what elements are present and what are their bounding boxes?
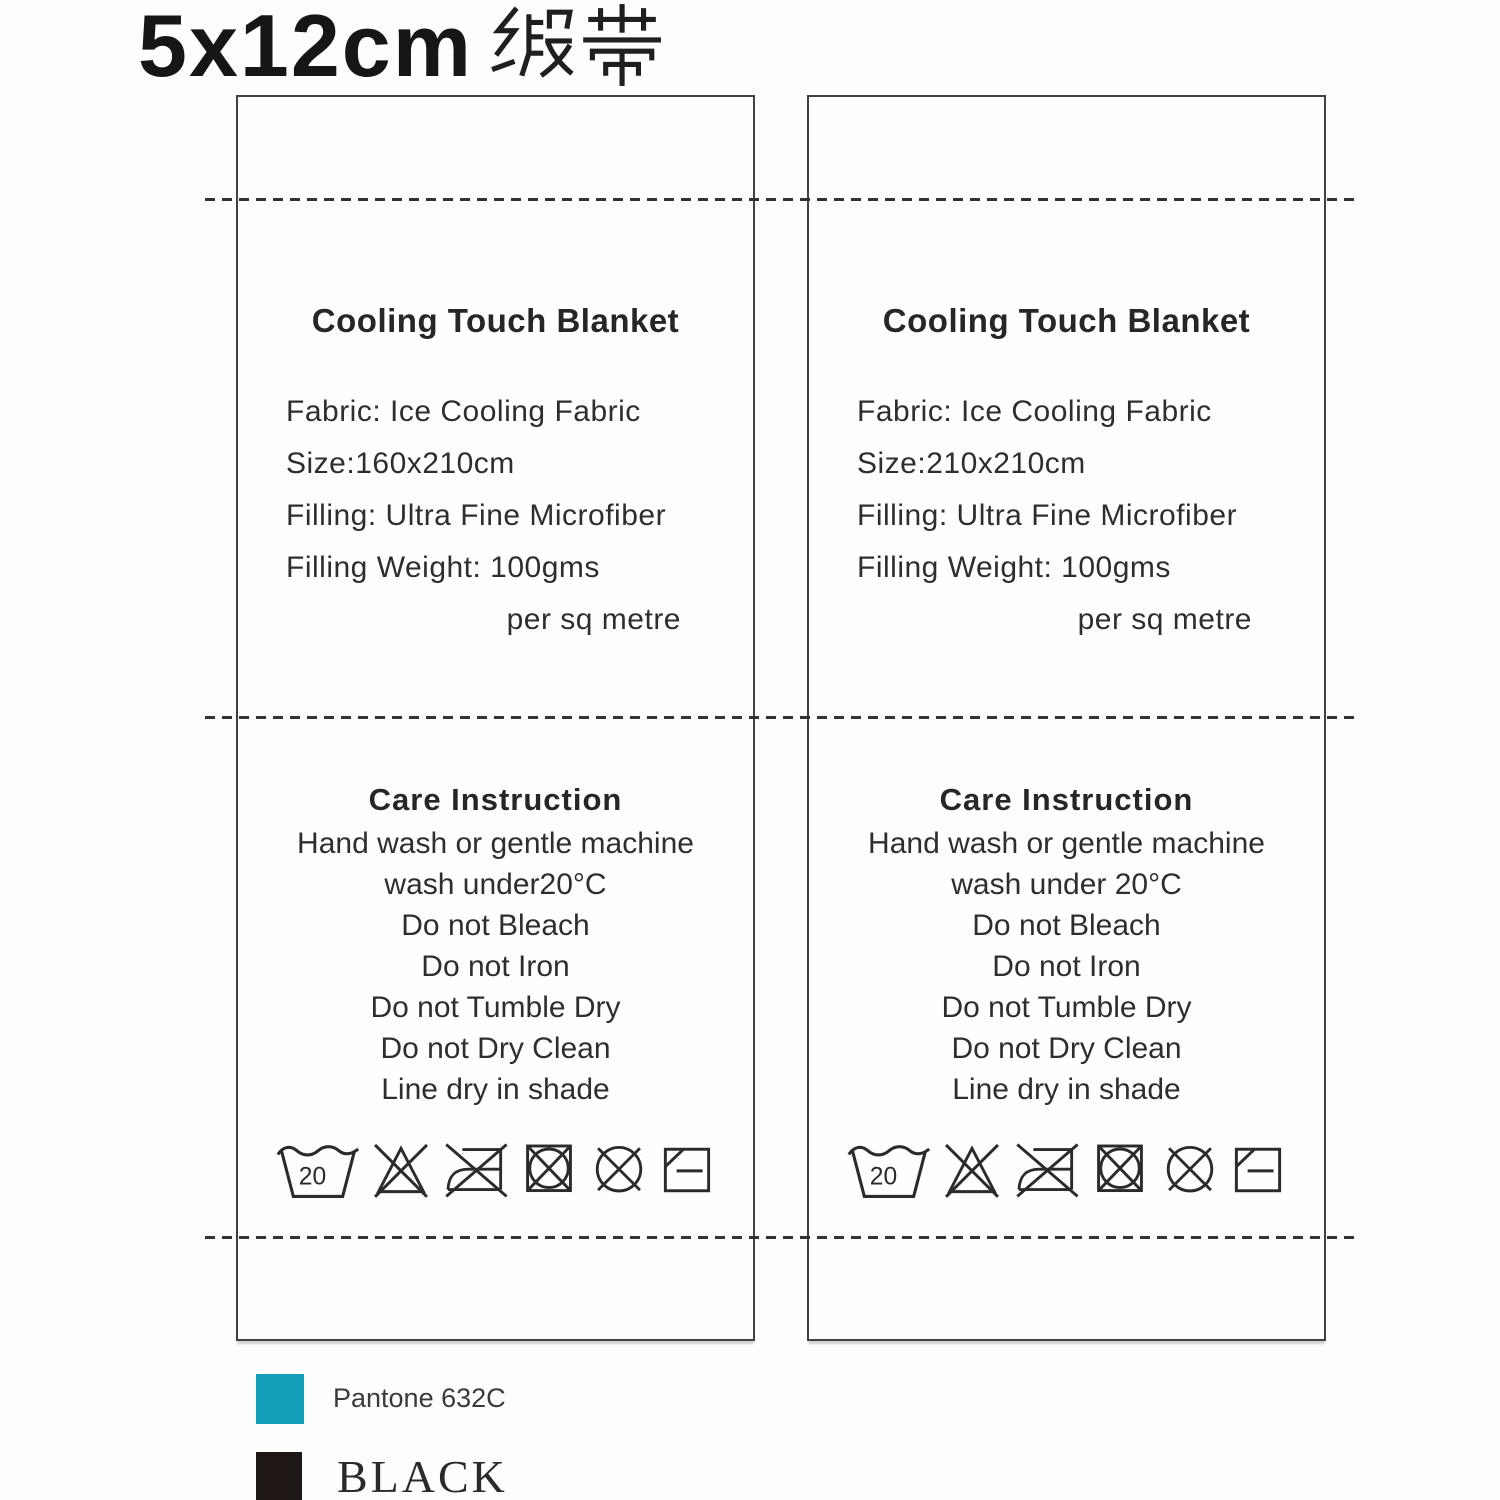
do-not-bleach-icon — [369, 1137, 433, 1203]
spec-line-weight: Filling Weight: 100gms — [286, 551, 600, 584]
spec-line-per-sq-metre: per sq metre — [506, 603, 681, 636]
spec-line-filling: Filling: Ultra Fine Microfiber — [857, 499, 1238, 532]
care-line: Do not Tumble Dry — [941, 991, 1192, 1024]
spec-line-fabric: Fabric: Ice Cooling Fabric — [286, 395, 641, 428]
do-not-iron-icon — [1013, 1138, 1081, 1202]
wash-20-icon — [847, 1136, 931, 1204]
do-not-tumble-dry-icon — [519, 1138, 579, 1202]
fold-line — [205, 1236, 1355, 1239]
care-line: Line dry in shade — [952, 1073, 1181, 1106]
care-line: Hand wash or gentle machine — [297, 827, 694, 860]
dry-flat-in-shade-icon — [1230, 1138, 1286, 1202]
fold-line — [205, 198, 1355, 201]
wash-temp-text: 20 — [869, 1163, 898, 1191]
care-heading: Care Instruction — [368, 782, 623, 817]
care-symbols-row — [809, 1130, 1324, 1210]
spec-block — [857, 386, 1290, 646]
care-line: Do not Dry Clean — [951, 1032, 1182, 1065]
pantone-swatch-label: Pantone 632C — [333, 1383, 506, 1413]
care-line: Do not Dry Clean — [380, 1032, 611, 1065]
care-line: Do not Tumble Dry — [370, 991, 621, 1024]
care-block — [817, 777, 1316, 1110]
care-symbols-row — [238, 1130, 753, 1210]
care-line: Do not Bleach — [401, 909, 590, 942]
care-line: Do not Iron — [421, 950, 570, 983]
care-line: Hand wash or gentle machine — [868, 827, 1265, 860]
dry-flat-in-shade-icon — [659, 1138, 715, 1202]
ribbon-cjk-glyphs — [483, 2, 669, 88]
do-not-iron-icon — [442, 1138, 510, 1202]
sheet-title — [138, 0, 669, 95]
pantone-632c-swatch — [256, 1374, 304, 1424]
product-title: Cooling Touch Blanket — [311, 302, 680, 339]
black-swatch — [256, 1452, 302, 1500]
spec-line-per-sq-metre: per sq metre — [1077, 603, 1252, 636]
care-line: Line dry in shade — [381, 1073, 610, 1106]
care-line: wash under 20°C — [951, 868, 1182, 901]
spec-line-size: Size:210x210cm — [857, 447, 1086, 480]
do-not-bleach-icon — [940, 1137, 1004, 1203]
do-not-tumble-dry-icon — [1090, 1138, 1150, 1202]
care-line: Do not Bleach — [972, 909, 1161, 942]
wash-20-icon — [276, 1136, 360, 1204]
spec-block — [286, 386, 719, 646]
spec-line-filling: Filling: Ultra Fine Microfiber — [286, 499, 667, 532]
spec-line-size: Size:160x210cm — [286, 447, 515, 480]
black-swatch-label: BLACK — [337, 1451, 508, 1500]
care-heading: Care Instruction — [939, 782, 1194, 817]
fold-line — [205, 716, 1355, 719]
sheet-title-size-text: 5x12cm — [138, 0, 473, 95]
spec-line-weight: Filling Weight: 100gms — [857, 551, 1171, 584]
do-not-dry-clean-icon — [1159, 1138, 1221, 1202]
product-title: Cooling Touch Blanket — [882, 302, 1251, 339]
do-not-dry-clean-icon — [588, 1138, 650, 1202]
wash-temp-text: 20 — [298, 1163, 327, 1191]
spec-line-fabric: Fabric: Ice Cooling Fabric — [857, 395, 1212, 428]
care-line: Do not Iron — [992, 950, 1141, 983]
care-block — [246, 777, 745, 1110]
care-line: wash under20°C — [384, 868, 607, 901]
